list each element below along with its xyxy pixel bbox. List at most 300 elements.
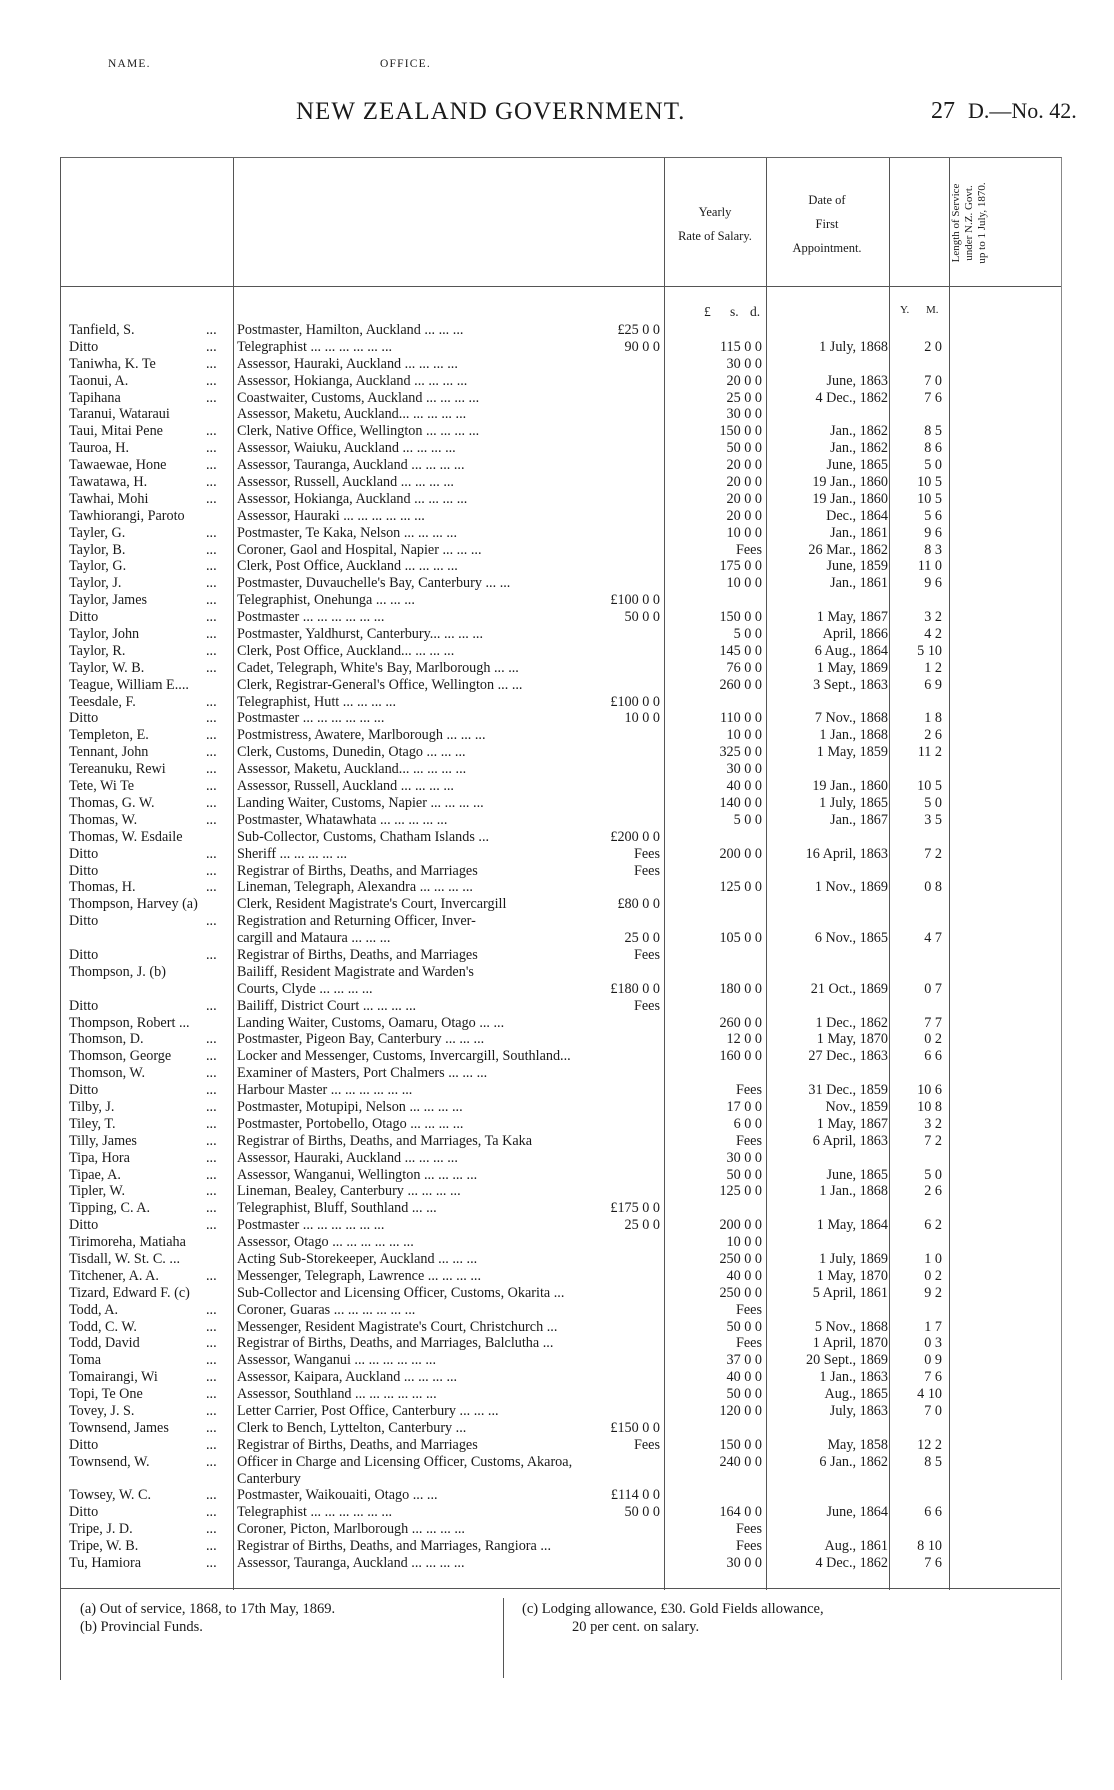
cell-yearly-rate: Fees (735, 1521, 762, 1538)
cell-yearly-rate: 105 0 0 (719, 930, 762, 947)
cell-name: Tawatawa, H. (69, 474, 148, 491)
cell-name: Tizard, Edward F. (c) (69, 1284, 190, 1301)
cell-appointment-date: June, 1863 (826, 372, 888, 389)
cell-length-of-service: 8 5 (924, 423, 942, 440)
cell-name: Thomas, H. (69, 879, 136, 896)
cell-dots: ... (206, 1098, 217, 1115)
table-row (0, 1133, 1114, 1150)
cell-length-of-service: 9 6 (924, 575, 942, 592)
cell-length-of-service: 7 0 (924, 1403, 942, 1419)
cell-yearly-rate: Fees (735, 541, 762, 558)
table-row (0, 863, 1114, 880)
cell-name: Thompson, Harvey (a) (69, 896, 198, 913)
table-row (0, 913, 1114, 930)
cell-name: Taniwha, K. Te (69, 355, 156, 372)
unit-pounds: £ (704, 304, 711, 319)
table-row (0, 474, 1114, 491)
document-reference: D.—No. 42. (968, 98, 1077, 123)
cell-appointment-date: 1 May, 1867 (816, 609, 888, 626)
cell-name: Ditto (69, 609, 99, 626)
cell-office: Canterbury (237, 1470, 301, 1487)
footnote-b: (b) Provincial Funds. (80, 1619, 203, 1635)
cell-appointment-date: May, 1858 (827, 1436, 888, 1453)
cell-length-of-service: 12 2 (917, 1436, 942, 1453)
cell-dots: ... (206, 524, 217, 541)
cell-component-salary: £100 0 0 (610, 592, 660, 609)
table-row (0, 1015, 1114, 1032)
footnotes-right (522, 1600, 942, 1636)
cell-appointment-date: 1 May, 1867 (816, 1115, 888, 1132)
table-row (0, 947, 1114, 964)
cell-dots: ... (206, 490, 217, 507)
column-header-rate: Yearly Rate of Salary. (678, 205, 752, 243)
cell-appointment-date: 1 May, 1870 (816, 1031, 888, 1048)
column-header-date: Date of First Appointment. (792, 193, 862, 255)
cell-length-of-service: 7 2 (924, 1132, 942, 1149)
cell-name: Thompson, J. (b) (69, 963, 166, 980)
cell-name: Taylor, James (69, 592, 148, 609)
cell-component-salary: Fees (633, 946, 660, 963)
cell-office: Postmaster ... ... ... ... ... ... (237, 710, 385, 727)
table-row (0, 1200, 1114, 1217)
cell-office: Assessor, Kaipara, Auckland ... ... ... ... (237, 1369, 458, 1386)
cell-name: Toma (69, 1352, 102, 1369)
cell-length-of-service: 5 0 (924, 1166, 942, 1183)
cell-appointment-date: 1 Dec., 1862 (815, 1014, 888, 1031)
unit-years: Y. (900, 304, 910, 316)
cell-dots: ... (206, 845, 217, 862)
table-row (0, 1521, 1114, 1538)
cell-appointment-date: July, 1863 (829, 1403, 888, 1419)
cell-yearly-rate: 25 0 0 (726, 389, 762, 406)
cell-office: Registrar of Births, Deaths, and Marriages, Ta Kaka (237, 1132, 533, 1149)
cell-length-of-service: 8 10 (917, 1538, 942, 1555)
table-row (0, 1471, 1114, 1488)
cell-appointment-date: 1 July, 1868 (819, 338, 888, 355)
cell-dots: ... (206, 1200, 217, 1217)
cell-dots: ... (206, 1149, 217, 1166)
cell-office: Assessor, Wanganui ... ... ... ... ... ... (237, 1352, 437, 1369)
cell-dots: ... (206, 862, 217, 879)
cell-yearly-rate: 40 0 0 (726, 1267, 762, 1284)
table-row (0, 744, 1114, 761)
cell-dots: ... (206, 1048, 217, 1065)
table-row (0, 1386, 1114, 1403)
cell-office: Clerk, Native Office, Wellington ... ... ... ... (237, 423, 480, 440)
cell-length-of-service: 8 6 (924, 440, 942, 457)
cell-dots: ... (206, 710, 217, 727)
cell-length-of-service: 6 9 (924, 676, 942, 693)
cell-component-salary: 25 0 0 (624, 930, 660, 947)
cell-yearly-rate: 10 0 0 (726, 1234, 762, 1251)
cell-office: Telegraphist, Onehunga ... ... ... (237, 592, 415, 609)
table-row (0, 1167, 1114, 1184)
cell-appointment-date: April, 1866 (822, 626, 888, 643)
cell-yearly-rate: Fees (735, 1082, 762, 1099)
table-row (0, 1352, 1114, 1369)
cell-length-of-service: 6 6 (924, 1048, 942, 1065)
cell-name: Tipping, C. A. (69, 1200, 151, 1217)
cell-yearly-rate: Fees (735, 1132, 762, 1149)
cell-appointment-date: 19 Jan., 1860 (812, 474, 888, 491)
cell-yearly-rate: 30 0 0 (726, 355, 762, 372)
cell-office: Coroner, Guaras ... ... ... ... ... ... (237, 1301, 416, 1318)
table-row (0, 1454, 1114, 1471)
cell-length-of-service: 8 3 (924, 541, 942, 558)
cell-office: Assessor, Russell, Auckland ... ... ... ... (237, 474, 454, 491)
cell-length-of-service: 5 6 (924, 507, 942, 524)
cell-component-salary: Fees (633, 862, 660, 879)
cell-office: Sub-Collector and Licensing Officer, Customs, Okarita ... (237, 1284, 565, 1301)
cell-yearly-rate: 260 0 0 (719, 1014, 762, 1031)
cell-length-of-service: 11 0 (917, 558, 942, 575)
cell-yearly-rate: 76 0 0 (726, 659, 762, 676)
table-row (0, 795, 1114, 812)
cell-yearly-rate: 150 0 0 (719, 609, 762, 626)
table-row (0, 322, 1114, 339)
cell-yearly-rate: 40 0 0 (726, 1369, 762, 1386)
unit-months: M. (926, 304, 939, 316)
cell-appointment-date: 4 Dec., 1862 (815, 389, 888, 406)
cell-office: Messenger, Telegraph, Lawrence ... ... ... ... (237, 1267, 482, 1284)
cell-yearly-rate: 125 0 0 (719, 1183, 762, 1200)
footnote-rule (60, 1588, 1060, 1589)
cell-yearly-rate: 37 0 0 (726, 1352, 762, 1369)
cell-office: Telegraphist ... ... ... ... ... ... (237, 1504, 393, 1521)
cell-name: Todd, David (69, 1335, 140, 1352)
cell-office: Postmistress, Awatere, Marlborough ... ... ... (237, 727, 486, 744)
cell-office: Lineman, Bealey, Canterbury ... ... ... ... (237, 1183, 461, 1200)
cell-name: Topi, Te One (69, 1386, 143, 1403)
table-row (0, 423, 1114, 440)
cell-dots: ... (206, 761, 217, 778)
cell-yearly-rate: 30 0 0 (726, 406, 762, 423)
cell-office: Officer in Charge and Licensing Officer, Customs, Akaroa, (237, 1453, 573, 1470)
cell-length-of-service: 10 6 (917, 1082, 942, 1099)
cell-yearly-rate: 260 0 0 (719, 676, 762, 693)
cell-name: Tipae, A. (69, 1166, 121, 1183)
cell-component-salary: 10 0 0 (624, 710, 660, 727)
cell-yearly-rate: Fees (735, 1335, 762, 1352)
cell-appointment-date: 5 Nov., 1868 (814, 1318, 888, 1335)
cell-length-of-service: 0 7 (924, 980, 942, 997)
cell-length-of-service: 1 8 (924, 710, 942, 727)
cell-name: Thomas, G. W. (69, 794, 155, 811)
cell-yearly-rate: 200 0 0 (719, 1217, 762, 1234)
table-row (0, 1369, 1114, 1386)
cell-yearly-rate: 160 0 0 (719, 1048, 762, 1065)
table-row (0, 643, 1114, 660)
cell-appointment-date: 1 July, 1865 (819, 794, 888, 811)
cell-dots: ... (206, 389, 217, 406)
cell-yearly-rate: 12 0 0 (726, 1031, 762, 1048)
table-row (0, 1234, 1114, 1251)
cell-office: Assessor, Southland ... ... ... ... ... ... (237, 1386, 437, 1403)
cell-dots: ... (206, 1487, 217, 1504)
cell-appointment-date: 20 Sept., 1869 (806, 1352, 888, 1369)
cell-component-salary: £80 0 0 (617, 896, 660, 913)
table-row (0, 1319, 1114, 1336)
cell-office: Coroner, Picton, Marlborough ... ... ... ... (237, 1521, 465, 1538)
cell-dots: ... (206, 659, 217, 676)
cell-dots: ... (206, 1504, 217, 1521)
footnotes-left (80, 1600, 335, 1636)
cell-yearly-rate: 50 0 0 (726, 1166, 762, 1183)
cell-office: Assessor, Hauraki ... ... ... ... ... ... (237, 507, 425, 524)
cell-office: Assessor, Otago ... ... ... ... ... ... (237, 1234, 414, 1251)
cell-length-of-service: 9 2 (924, 1284, 942, 1301)
cell-name: Tereanuku, Rewi (69, 761, 166, 778)
table-row (0, 575, 1114, 592)
cell-appointment-date: Nov., 1859 (825, 1098, 888, 1115)
cell-length-of-service: 7 6 (924, 1369, 942, 1386)
cell-length-of-service: 7 0 (924, 372, 942, 389)
table-row (0, 1099, 1114, 1116)
cell-name: Ditto (69, 710, 99, 727)
cell-office: Assessor, Wanganui, Wellington ... ... ... ... (237, 1166, 478, 1183)
cell-yearly-rate: 120 0 0 (719, 1403, 762, 1419)
cell-office: Examiner of Masters, Port Chalmers ... ... ... (237, 1065, 488, 1082)
cell-yearly-rate: 150 0 0 (719, 423, 762, 440)
cell-length-of-service: 11 2 (917, 744, 942, 761)
cell-yearly-rate: 125 0 0 (719, 879, 762, 896)
cell-component-salary: £175 0 0 (610, 1200, 660, 1217)
cell-office: Registrar of Births, Deaths, and Marriages (237, 1436, 478, 1453)
table-row (0, 558, 1114, 575)
cell-yearly-rate: Fees (735, 1301, 762, 1318)
table-row (0, 1437, 1114, 1454)
cell-dots: ... (206, 609, 217, 626)
cell-office: Landing Waiter, Customs, Oamaru, Otago ... ... (237, 1014, 505, 1031)
cell-appointment-date: 1 May, 1859 (816, 744, 888, 761)
cell-yearly-rate: 115 0 0 (719, 338, 762, 355)
table-row (0, 1487, 1114, 1504)
cell-appointment-date: June, 1865 (826, 457, 888, 474)
cell-dots: ... (206, 1555, 217, 1572)
table-row (0, 1183, 1114, 1200)
page-title: NEW ZEALAND GOVERNMENT. (296, 98, 686, 125)
cell-dots: ... (206, 575, 217, 592)
cell-office: Postmaster, Hamilton, Auckland ... ... ... (237, 322, 464, 338)
cell-name: Townsend, James (69, 1419, 169, 1436)
cell-office: Telegraphist ... ... ... ... ... ... (237, 338, 393, 355)
footnote-divider (503, 1598, 504, 1678)
table-row (0, 339, 1114, 356)
cell-office: Postmaster, Whatawhata ... ... ... ... ... (237, 811, 448, 828)
cell-yearly-rate: 30 0 0 (726, 761, 762, 778)
cell-dots: ... (206, 1335, 217, 1352)
cell-appointment-date: 1 Jan., 1863 (819, 1369, 888, 1386)
table-row (0, 964, 1114, 981)
table-row (0, 930, 1114, 947)
footnote-a: (a) Out of service, 1868, to 17th May, 1869. (80, 1601, 336, 1617)
cell-office: Courts, Clyde ... ... ... ... (237, 980, 373, 997)
table-row (0, 1538, 1114, 1555)
cell-office: Postmaster, Te Kaka, Nelson ... ... ... ... (237, 524, 458, 541)
table-row (0, 761, 1114, 778)
table-row (0, 1217, 1114, 1234)
cell-component-salary: Fees (633, 845, 660, 862)
cell-office: Assessor, Waiuku, Auckland ... ... ... ... (237, 440, 456, 457)
cell-office: Registration and Returning Officer, Inver- (237, 913, 476, 930)
cell-name: Tawhiorangi, Paroto (69, 507, 185, 524)
cell-appointment-date: Jan., 1861 (830, 524, 888, 541)
cell-name: Taylor, B. (69, 541, 126, 558)
table-row (0, 778, 1114, 795)
cell-office: Telegraphist, Hutt ... ... ... ... (237, 693, 396, 710)
cell-length-of-service: 10 5 (917, 490, 942, 507)
cell-yearly-rate: 5 0 0 (733, 626, 762, 643)
cell-dots: ... (206, 322, 217, 338)
cell-component-salary: 90 0 0 (624, 338, 660, 355)
table-row (0, 1065, 1114, 1082)
cell-length-of-service: 7 6 (924, 1555, 942, 1572)
column-header-length: Length of Service under N.Z. Govt. up to 1 July, 1870. (950, 182, 988, 264)
cell-length-of-service: 0 2 (924, 1031, 942, 1048)
cell-name: Tauroa, H. (69, 440, 130, 457)
cell-yearly-rate: 20 0 0 (726, 372, 762, 389)
cell-dots: ... (206, 457, 217, 474)
table-row (0, 710, 1114, 727)
table-row (0, 406, 1114, 423)
cell-office: Cadet, Telegraph, White's Bay, Marlborough ... ... (237, 659, 519, 676)
cell-dots: ... (206, 693, 217, 710)
cell-component-salary: £150 0 0 (610, 1419, 660, 1436)
cell-office: Harbour Master ... ... ... ... ... ... (237, 1082, 413, 1099)
cell-appointment-date: 6 Aug., 1864 (814, 642, 888, 659)
cell-dots: ... (206, 1538, 217, 1555)
cell-appointment-date: 6 April, 1863 (812, 1132, 888, 1149)
table-row (0, 356, 1114, 373)
table-row (0, 1420, 1114, 1437)
cell-yearly-rate: 20 0 0 (726, 457, 762, 474)
cell-dots: ... (206, 1521, 217, 1538)
cell-length-of-service: 5 10 (917, 642, 942, 659)
cell-office: Clerk, Post Office, Auckland... ... ... ... (237, 642, 455, 659)
cell-appointment-date: June, 1865 (826, 1166, 888, 1183)
cell-office: Assessor, Maketu, Auckland... ... ... ... ... (237, 406, 467, 423)
cell-office: Registrar of Births, Deaths, and Marriages, Rangiora ... (237, 1538, 552, 1555)
cell-appointment-date: 19 Jan., 1860 (812, 778, 888, 795)
table-row (0, 879, 1114, 896)
cell-office: Assessor, Tauranga, Auckland ... ... ... ... (237, 1555, 465, 1572)
cell-yearly-rate: 6 0 0 (733, 1115, 762, 1132)
cell-length-of-service: 10 5 (917, 778, 942, 795)
table-row (0, 1302, 1114, 1319)
cell-office: Sheriff ... ... ... ... ... (237, 845, 348, 862)
cell-dots: ... (206, 1031, 217, 1048)
cell-office: Letter Carrier, Post Office, Canterbury ... ... ... (237, 1403, 499, 1419)
cell-name: Tu, Hamiora (69, 1555, 141, 1572)
cell-office: Bailiff, Resident Magistrate and Warden's (237, 963, 474, 980)
table-row (0, 1116, 1114, 1133)
cell-component-salary: Fees (633, 1436, 660, 1453)
cell-name: Tisdall, W. St. C. ... (69, 1250, 181, 1267)
cell-component-salary: £180 0 0 (610, 980, 660, 997)
cell-appointment-date: 1 May, 1864 (816, 1217, 888, 1234)
cell-length-of-service: 7 2 (924, 845, 942, 862)
cell-length-of-service: 1 2 (924, 659, 942, 676)
cell-component-salary: 50 0 0 (624, 1504, 660, 1521)
cell-length-of-service: 8 5 (924, 1453, 942, 1470)
column-header-office: OFFICE. (380, 58, 431, 70)
cell-appointment-date: 1 July, 1869 (819, 1250, 888, 1267)
cell-name: Tilly, James (69, 1132, 137, 1149)
cell-name: Ditto (69, 862, 99, 879)
cell-name: Todd, A. (69, 1301, 119, 1318)
cell-office: Registrar of Births, Deaths, and Marriages (237, 862, 478, 879)
table-row (0, 1285, 1114, 1302)
cell-office: Postmaster ... ... ... ... ... ... (237, 609, 385, 626)
cell-name: Tomairangi, Wi (69, 1369, 158, 1386)
footnote-c-continued: 20 per cent. on salary. (572, 1619, 700, 1635)
table-row (0, 1555, 1114, 1572)
table-row (0, 525, 1114, 542)
cell-name: Ditto (69, 1504, 99, 1521)
cell-dots: ... (206, 1082, 217, 1099)
cell-appointment-date: 7 Nov., 1868 (814, 710, 888, 727)
cell-length-of-service: 1 0 (924, 1250, 942, 1267)
cell-component-salary: £200 0 0 (610, 828, 660, 845)
cell-office: Postmaster, Pigeon Bay, Canterbury ... ... ... (237, 1031, 485, 1048)
table-row (0, 677, 1114, 694)
cell-name: Tapihana (69, 389, 121, 406)
cell-length-of-service: 3 2 (924, 609, 942, 626)
cell-length-of-service: 4 10 (917, 1386, 942, 1403)
column-header-name: NAME. (108, 58, 151, 70)
cell-length-of-service: 5 0 (924, 457, 942, 474)
cell-dots: ... (206, 1267, 217, 1284)
cell-length-of-service: 4 7 (924, 930, 942, 947)
table-row (0, 727, 1114, 744)
cell-length-of-service: 2 6 (924, 727, 942, 744)
cell-component-salary: £114 0 0 (610, 1487, 660, 1504)
cell-appointment-date: 27 Dec., 1863 (808, 1048, 888, 1065)
cell-yearly-rate: 20 0 0 (726, 474, 762, 491)
table-row (0, 609, 1114, 626)
table-row (0, 491, 1114, 508)
cell-yearly-rate: 240 0 0 (719, 1453, 762, 1470)
cell-office: Locker and Messenger, Customs, Invercargill, Southland... (237, 1048, 571, 1065)
cell-length-of-service: 3 2 (924, 1115, 942, 1132)
cell-appointment-date: Dec., 1864 (826, 507, 888, 524)
cell-office: Sub-Collector, Customs, Chatham Islands ... (237, 828, 490, 845)
cell-dots: ... (206, 1132, 217, 1149)
table-row (0, 373, 1114, 390)
cell-dots: ... (206, 1065, 217, 1082)
cell-dots: ... (206, 592, 217, 609)
cell-dots: ... (206, 642, 217, 659)
cell-appointment-date: 6 Nov., 1865 (814, 930, 888, 947)
table-row (0, 1403, 1114, 1420)
cell-dots: ... (206, 372, 217, 389)
table-row (0, 592, 1114, 609)
cell-dots: ... (206, 338, 217, 355)
cell-length-of-service: 9 6 (924, 524, 942, 541)
cell-appointment-date: 1 Jan., 1868 (819, 1183, 888, 1200)
cell-yearly-rate: 17 0 0 (726, 1098, 762, 1115)
table-row (0, 1251, 1114, 1268)
cell-name: Ditto (69, 1436, 99, 1453)
cell-yearly-rate: 140 0 0 (719, 794, 762, 811)
cell-office: Lineman, Telegraph, Alexandra ... ... ... ... (237, 879, 473, 896)
cell-dots: ... (206, 1166, 217, 1183)
cell-name: Tirimoreha, Matiaha (69, 1234, 186, 1251)
cell-name: Tawaewae, Hone (69, 457, 167, 474)
cell-name: Tilby, J. (69, 1098, 115, 1115)
cell-appointment-date: 16 April, 1863 (805, 845, 888, 862)
cell-office: Clerk, Registrar-General's Office, Wellington ... ... (237, 676, 523, 693)
